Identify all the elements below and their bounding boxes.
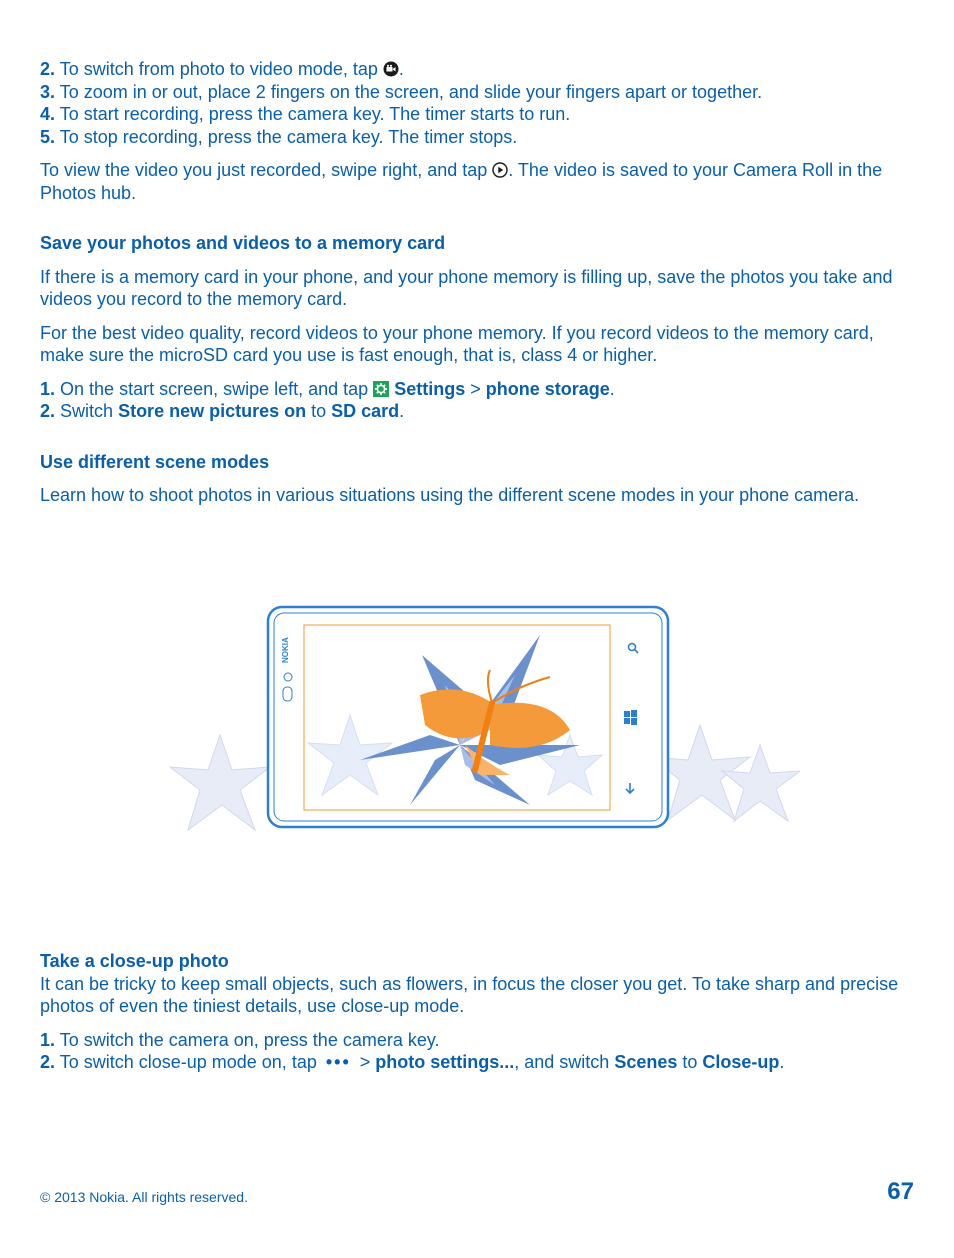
save-step-2: 2. Switch Store new pictures on to SD card. bbox=[40, 401, 405, 421]
closeup-step-1: 1. To switch the camera on, press the camera key. bbox=[40, 1029, 440, 1050]
closeup-heading: Take a close-up photo bbox=[40, 951, 229, 971]
play-icon bbox=[492, 162, 508, 178]
step-2-video: 2. To switch from photo to video mode, tap . bbox=[40, 59, 404, 79]
closeup-para: It can be tricky to keep small objects, such as flowers, in focus the closer you get. To take sharp and precise photos of even the tiniest details, use close-up mode. bbox=[40, 973, 899, 1016]
phone-camera-illustration bbox=[160, 595, 800, 860]
copyright-footer: © 2013 Nokia. All rights reserved. bbox=[40, 1189, 248, 1205]
page-content bbox=[40, 58, 920, 507]
view-video-paragraph: To view the video you just recorded, swipe right, and tap . The video is saved to your Camera Roll in the Photos hub. bbox=[40, 160, 883, 203]
settings-gear-icon bbox=[373, 381, 389, 397]
more-options-icon: ••• bbox=[325, 1052, 351, 1072]
save-heading: Save your photos and videos to a memory card bbox=[40, 233, 446, 253]
scene-para: Learn how to shoot photos in various situations using the different scene modes in your phone camera. bbox=[40, 485, 860, 505]
page-number: 67 bbox=[887, 1178, 914, 1205]
closeup-content bbox=[40, 950, 920, 1074]
save-para-2: For the best video quality, record videos to your phone memory. If you record videos to the memory card, make sure the microSD card you use is fast enough, that is, class 4 or higher. bbox=[40, 322, 874, 365]
step-3-video: 3. To zoom in or out, place 2 fingers on the screen, and slide your fingers apart or together. bbox=[40, 81, 763, 102]
video-camera-icon bbox=[383, 61, 399, 77]
save-para-1: If there is a memory card in your phone, and your phone memory is filling up, save the photos you take and videos you record to the memory card. bbox=[40, 266, 893, 309]
save-step-1: 1. On the start screen, swipe left, and tap Settings > phone storage. bbox=[40, 378, 615, 399]
closeup-step-2: 2. To switch close-up mode on, tap ••• > photo settings..., and switch Scenes to Close-up. bbox=[40, 1052, 785, 1072]
step-4-video: 4. To start recording, press the camera key. The timer starts to run. bbox=[40, 104, 571, 124]
step-5-video: 5. To stop recording, press the camera key. The timer stops. bbox=[40, 126, 518, 147]
scene-heading: Use different scene modes bbox=[40, 451, 270, 472]
brand-label: NOKIA bbox=[281, 637, 290, 663]
